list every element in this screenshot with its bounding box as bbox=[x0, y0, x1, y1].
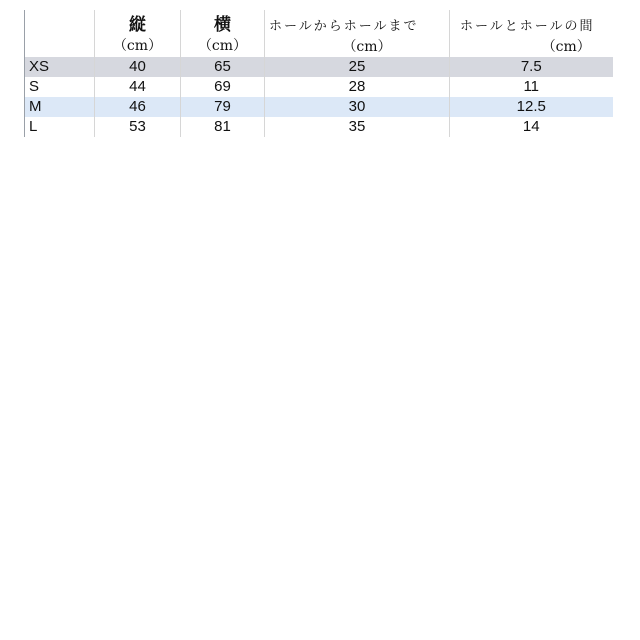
header-horizontal-unit: （cm） bbox=[197, 38, 248, 54]
header-hole-to-hole bbox=[265, 10, 450, 57]
size-table bbox=[24, 10, 613, 137]
horizontal-cell: 79 bbox=[181, 97, 265, 117]
header-hole-to-hole-unit: （cm） bbox=[342, 39, 392, 55]
hole-to-hole-cell: 35 bbox=[265, 117, 450, 137]
table-row bbox=[25, 57, 613, 77]
hole-gap-cell: 11 bbox=[450, 77, 613, 97]
header-hole-gap-label: ホールとホールの間 bbox=[460, 19, 595, 34]
horizontal-cell: 65 bbox=[181, 57, 265, 77]
header-hole-to-hole-label: ホールからホールまで bbox=[269, 19, 419, 34]
header-horizontal-label: 横 bbox=[214, 15, 231, 35]
hole-to-hole-cell: 30 bbox=[265, 97, 450, 117]
header-hole-gap bbox=[450, 10, 613, 57]
table-row bbox=[25, 97, 613, 117]
size-cell: XS bbox=[25, 57, 95, 77]
size-cell: S bbox=[25, 77, 95, 97]
hole-gap-cell: 7.5 bbox=[450, 57, 613, 77]
vertical-cell: 53 bbox=[95, 117, 181, 137]
hole-to-hole-cell: 28 bbox=[265, 77, 450, 97]
header-vertical bbox=[95, 10, 181, 57]
header-vertical-label: 縦 bbox=[129, 15, 146, 35]
header-size bbox=[25, 10, 95, 57]
vertical-cell: 40 bbox=[95, 57, 181, 77]
hole-gap-cell: 12.5 bbox=[450, 97, 613, 117]
size-cell: M bbox=[25, 97, 95, 117]
table-row bbox=[25, 77, 613, 97]
table-row bbox=[25, 117, 613, 137]
header-vertical-unit: （cm） bbox=[112, 38, 163, 54]
horizontal-cell: 81 bbox=[181, 117, 265, 137]
horizontal-cell: 69 bbox=[181, 77, 265, 97]
size-cell: L bbox=[25, 117, 95, 137]
header-row bbox=[25, 10, 613, 57]
header-hole-gap-unit: （cm） bbox=[541, 39, 591, 55]
hole-to-hole-cell: 25 bbox=[265, 57, 450, 77]
vertical-cell: 44 bbox=[95, 77, 181, 97]
hole-gap-cell: 14 bbox=[450, 117, 613, 137]
vertical-cell: 46 bbox=[95, 97, 181, 117]
header-horizontal bbox=[181, 10, 265, 57]
